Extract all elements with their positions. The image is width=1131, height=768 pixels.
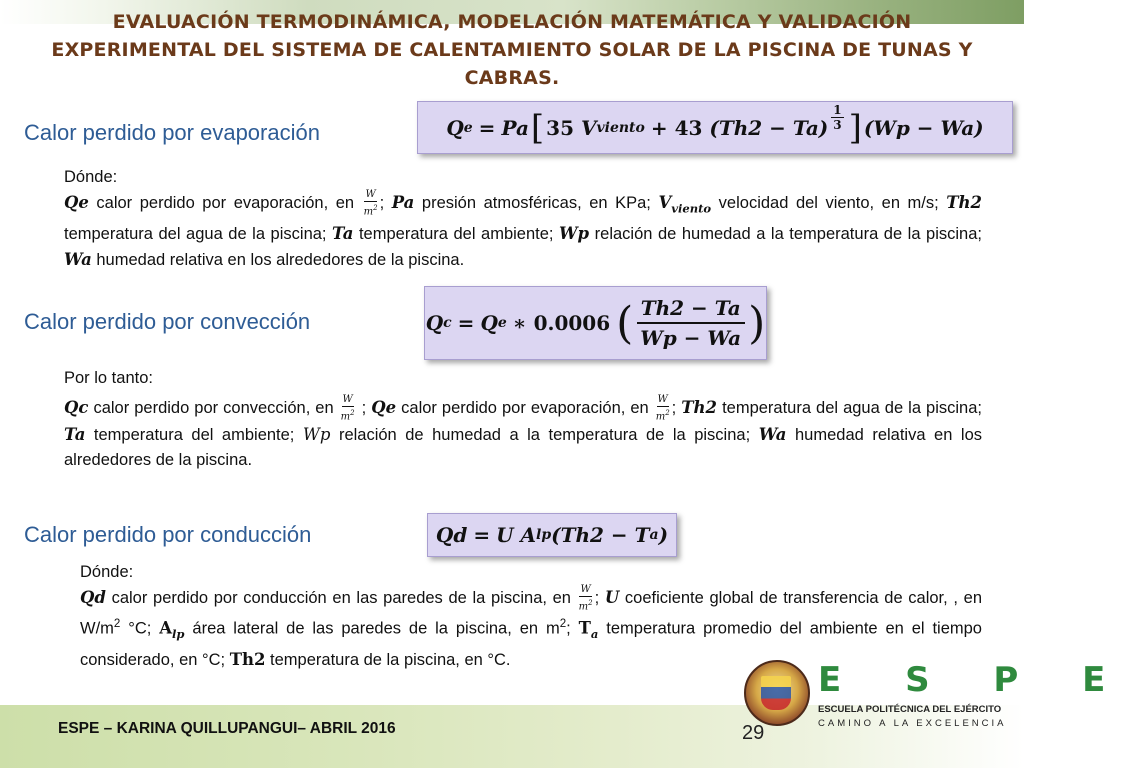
unit-w-per-m2 xyxy=(656,395,670,422)
formula-term: (Th2 − T xyxy=(551,523,650,547)
formula-term: [ xyxy=(530,107,545,148)
formula-term: Q xyxy=(446,115,464,140)
formula-term: Wp − Wa xyxy=(640,326,742,350)
symbol: Wa xyxy=(758,425,787,445)
unit-term: m xyxy=(363,206,374,218)
text: ; xyxy=(566,619,579,638)
text: calor perdido por evaporación, en xyxy=(396,399,654,418)
text: ; xyxy=(671,399,682,418)
unit-term: W xyxy=(580,584,591,595)
espe-institution-name: ESCUELA POLITÉCNICA DEL EJÉRCITO xyxy=(818,704,1002,715)
formula-term: = xyxy=(478,115,496,140)
formula-term: Th2 − Ta xyxy=(637,296,745,324)
formula-term: = xyxy=(473,523,491,547)
symbol: A xyxy=(159,618,173,638)
text: relación de humedad a la temperatura de la piscina; xyxy=(330,426,759,445)
symbol: Th2 xyxy=(946,193,983,213)
text: temperatura del agua de la piscina; xyxy=(717,399,982,418)
symbol: Ta xyxy=(332,224,354,244)
formula-term: Qd xyxy=(435,523,468,547)
text: temperatura del ambiente; xyxy=(85,426,303,445)
formula-term: lp xyxy=(536,527,552,543)
unit-w-per-m2 xyxy=(341,395,355,422)
unit-term: W xyxy=(342,394,353,405)
symbol: a xyxy=(590,627,599,642)
text: relación de humedad a la temperatura de la piscina; xyxy=(589,225,982,244)
text: 2 xyxy=(113,618,121,631)
unit-term: m xyxy=(578,601,589,613)
formula-term: c xyxy=(443,315,452,331)
footer-credit: ESPE – KARINA QUILLUPANGUI– ABRIL 2016 xyxy=(58,720,396,737)
symbol: Wp xyxy=(302,425,331,445)
text: calor perdido por conducción en las paredes de la piscina, en xyxy=(105,589,577,608)
unit-term: W xyxy=(657,394,668,405)
formula-term: ∗ 0.0006 xyxy=(512,311,611,335)
formula-term: Pa xyxy=(501,115,529,140)
formula-term: V xyxy=(580,115,597,140)
text: temperatura de la piscina, en °C. xyxy=(265,651,511,670)
formula-term: viento xyxy=(596,119,645,136)
unit-term: 2 xyxy=(665,409,670,417)
formula-term: Q xyxy=(480,311,498,335)
text: humedad relativa en los alrededores de la piscina. xyxy=(64,426,982,470)
text: presión atmosféricas, en KPa; xyxy=(414,194,659,213)
symbol: Wa xyxy=(64,250,92,270)
shield-icon xyxy=(761,676,791,710)
label-por-lo-tanto: Por lo tanto: xyxy=(64,369,153,387)
formula-term: A xyxy=(520,523,537,547)
label-donde-conduction: Dónde: xyxy=(80,563,134,581)
symbol: viento xyxy=(671,201,712,216)
formula-fraction xyxy=(636,296,745,350)
paragraph-convection xyxy=(64,395,982,473)
formula-term: (Th2 − Ta) xyxy=(709,115,829,140)
unit-term: m xyxy=(340,411,351,423)
formula-term: 3 xyxy=(833,118,842,132)
formula-term: Q xyxy=(425,311,444,335)
formula-term: ( xyxy=(616,297,634,349)
text: temperatura del agua de la piscina; xyxy=(64,225,333,244)
unit-w-per-m2 xyxy=(579,585,593,612)
formula-evaporation xyxy=(417,101,1013,154)
formula-term: e xyxy=(497,315,507,331)
unit-term: 2 xyxy=(350,409,355,417)
espe-seal-icon xyxy=(744,660,810,726)
formula-term: 35 xyxy=(546,115,575,140)
slide-title: EVALUACIÓN TERMODINÁMICA, MODELACIÓN MATEMÁTICA Y VALIDACIÓN EXPERIMENTAL DEL SISTEMA DE CALENTAMIENTO SOLAR DE LA PISCINA DE TUNAS Y CABRAS. xyxy=(51,11,973,89)
unit-w-per-m2 xyxy=(364,190,378,217)
unit-term: m xyxy=(655,411,666,423)
symbol: Qd xyxy=(80,588,106,608)
text: ; xyxy=(356,399,372,418)
text: temperatura del ambiente; xyxy=(353,225,560,244)
unit-term: W xyxy=(365,189,376,200)
formula-term: (Wp − Wa) xyxy=(863,115,984,140)
formula-term: 1 xyxy=(833,103,842,117)
formula-exponent xyxy=(831,103,843,132)
formula-term: = xyxy=(457,311,475,335)
text: coeficiente global de transferencia de calor, , en W/m xyxy=(80,589,983,638)
formula-conduction xyxy=(427,513,677,557)
formula-term: ) xyxy=(748,297,766,349)
text: área lateral de las paredes de la piscina, en m xyxy=(184,619,560,638)
page-number: 29 xyxy=(742,722,765,744)
paragraph-evaporation xyxy=(64,190,982,273)
formula-term: ] xyxy=(848,107,862,148)
heading-conduction: Calor perdido por conducción xyxy=(24,522,312,547)
unit-term: 2 xyxy=(588,599,593,607)
espe-motto: CAMINO A LA EXCELENCIA xyxy=(818,718,1007,729)
label-donde-evaporation: Dónde: xyxy=(64,168,118,186)
symbol: Th2 xyxy=(681,398,718,418)
symbol: Qc xyxy=(64,398,89,418)
text: calor perdido por convección, en xyxy=(88,399,339,418)
symbol: U xyxy=(604,588,620,608)
text: temperatura promedio del ambiente en el tiempo considerado, en °C; xyxy=(80,619,982,670)
formula-term: ) xyxy=(658,523,669,547)
symbol: lp xyxy=(172,627,185,642)
symbol: Qe xyxy=(371,398,397,418)
symbol: V xyxy=(658,193,672,213)
text: humedad relativa en los alrededores de la piscina. xyxy=(91,251,465,270)
formula-term: e xyxy=(463,119,473,136)
text: °C; xyxy=(120,619,160,638)
unit-term: 2 xyxy=(373,204,378,212)
symbol: Pa xyxy=(391,193,415,213)
espe-wordmark: E S P E xyxy=(818,660,1131,700)
text: calor perdido por evaporación, en xyxy=(88,194,362,213)
text: ; xyxy=(379,194,392,213)
text: ; xyxy=(594,589,605,608)
symbol: Qe xyxy=(64,193,89,213)
symbol: Wp xyxy=(559,224,590,244)
symbol: Ta xyxy=(64,425,86,445)
symbol: Th2 xyxy=(229,650,266,670)
formula-term: a xyxy=(649,527,659,543)
formula-term: U xyxy=(496,523,514,547)
text: velocidad del viento, en m/s; xyxy=(711,194,947,213)
formula-term: + 43 xyxy=(650,115,703,140)
text: 2 xyxy=(559,618,567,631)
formula-convection xyxy=(424,286,767,360)
heading-convection: Calor perdido por convección xyxy=(24,309,311,334)
heading-evaporation: Calor perdido por evaporación xyxy=(24,120,320,145)
symbol: T xyxy=(578,618,591,638)
